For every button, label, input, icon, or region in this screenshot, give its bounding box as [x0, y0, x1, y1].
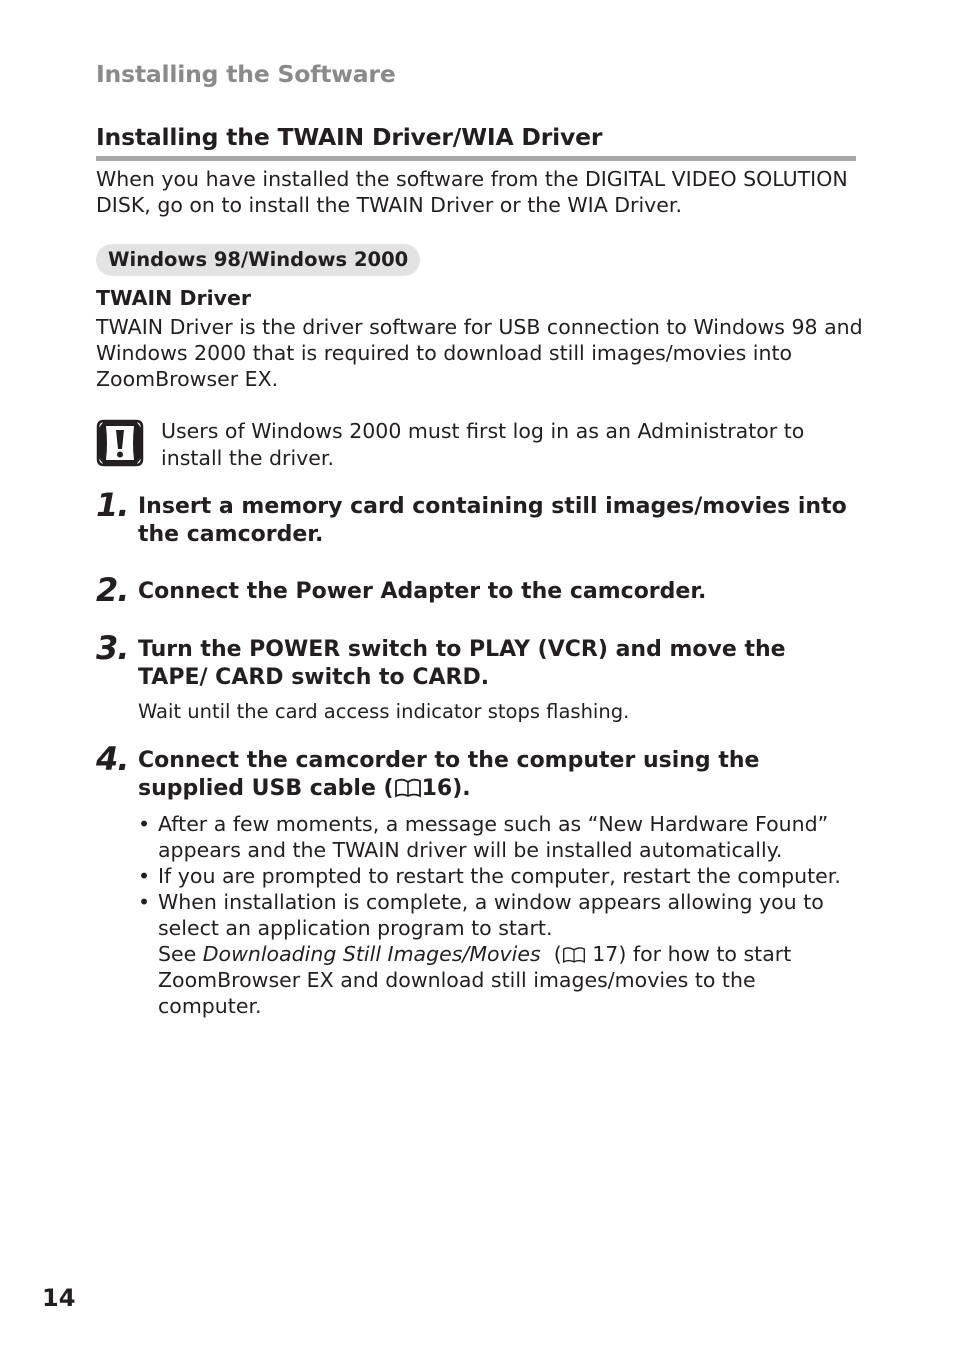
- description-paragraph: TWAIN Driver is the driver software for USB connection to Windows 98 and Windows 2000 that is required to download still images/movies into ZoomBrowser EX.: [96, 315, 863, 391]
- subheading: TWAIN Driver: [96, 286, 251, 310]
- os-tag: Windows 98/Windows 2000: [96, 244, 420, 276]
- list-item: [138, 863, 858, 889]
- caution-text: Users of Windows 2000 must first log in as an Administrator to install the driver.: [161, 419, 805, 470]
- step-text: Connect the Power Adapter to the camcorder.: [138, 579, 707, 604]
- book-reference-icon: [562, 946, 586, 964]
- heading-rule: [96, 156, 856, 161]
- step-text: [138, 747, 858, 803]
- bullet-text: When installation is complete, a window appears allowing you to select an application program to start.: [158, 890, 824, 940]
- bullet-mark: •: [138, 864, 151, 888]
- bullet-list: [138, 811, 858, 1019]
- step-text-after: ).: [452, 776, 471, 801]
- see-reference: 17: [592, 942, 619, 966]
- step-number: 3.: [96, 629, 129, 667]
- list-item: [138, 811, 858, 863]
- see-suffix: ) for how to start ZoomBrowser EX and download still images/movies to the computer.: [158, 942, 792, 1018]
- book-reference-icon: [394, 778, 422, 798]
- step-note: Wait until the card access indicator stops flashing.: [138, 700, 630, 723]
- page-heading: Installing the TWAIN Driver/WIA Driver: [96, 123, 603, 151]
- step-text: Insert a memory card containing still images/movies into the camcorder.: [138, 494, 847, 547]
- step-reference: 16: [421, 776, 453, 801]
- section-title: Installing the Software: [96, 60, 396, 88]
- step-number: 2.: [96, 571, 129, 609]
- step-text-before: Connect the camcorder to the computer using the supplied USB cable (: [138, 748, 760, 801]
- page-number: 14: [42, 1284, 76, 1312]
- see-prefix: See: [158, 942, 203, 966]
- step-text: Turn the POWER switch to PLAY (VCR) and move the TAPE/ CARD switch to CARD.: [138, 637, 786, 690]
- see-title: Downloading Still Images/Movies: [202, 942, 541, 966]
- bullet-text: After a few moments, a message such as “New Hardware Found” appears and the TWAIN driver will be installed automatically.: [158, 812, 829, 862]
- bullet-mark: •: [138, 890, 151, 914]
- step-number: 4.: [96, 740, 129, 778]
- intro-paragraph: When you have installed the software from the DIGITAL VIDEO SOLUTION DISK, go on to install the TWAIN Driver or the WIA Driver.: [96, 167, 848, 217]
- bullet-text: If you are prompted to restart the computer, restart the computer.: [158, 864, 841, 888]
- caution-icon: [96, 419, 144, 467]
- bullet-mark: •: [138, 812, 151, 836]
- list-item: [138, 889, 858, 1019]
- see-open: (: [553, 942, 562, 966]
- step-number: 1.: [96, 486, 129, 524]
